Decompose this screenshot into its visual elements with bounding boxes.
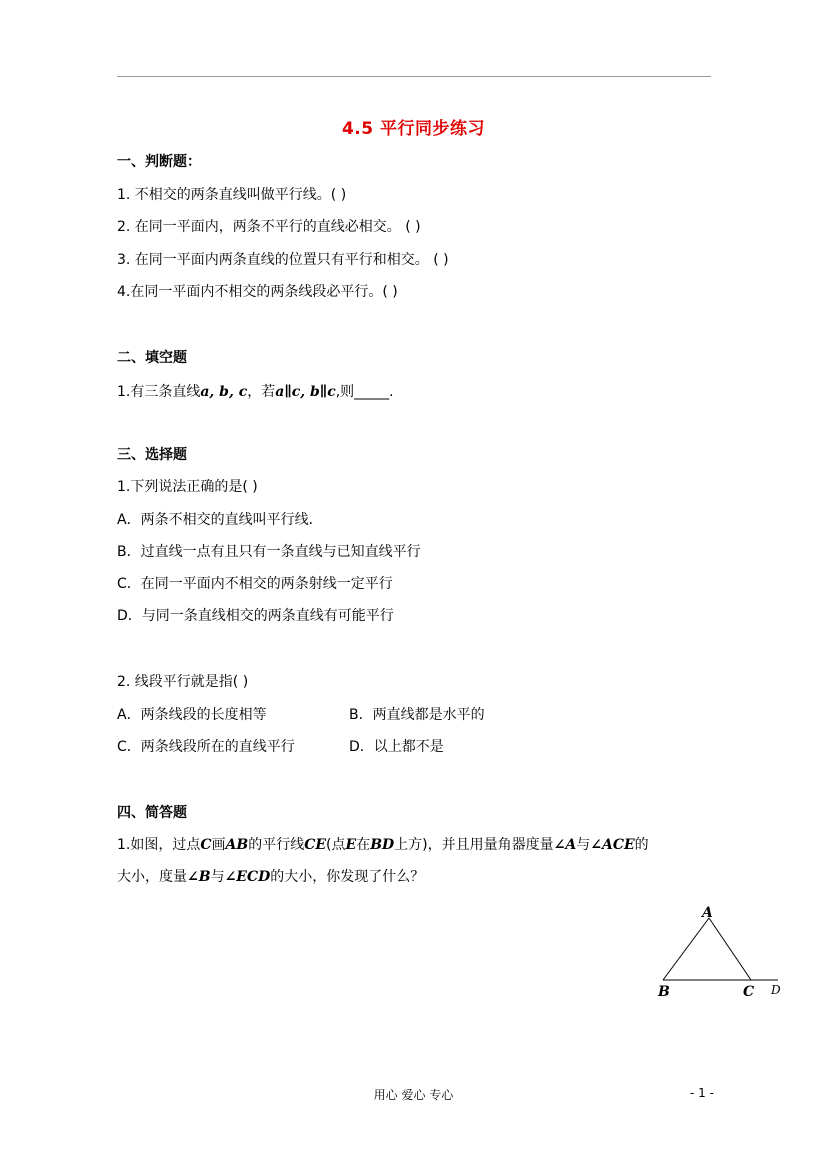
q1-text-2: 画 bbox=[211, 837, 226, 853]
line-ab bbox=[663, 918, 709, 980]
fill-question-1 bbox=[117, 381, 394, 401]
judgement-item-3: 3. 在同一平面内两条直线的位置只有平行和相交。 ( ) bbox=[117, 252, 449, 268]
header-rule bbox=[117, 76, 711, 77]
page-title: 4.5 平行同步练习 bbox=[341, 119, 486, 139]
q1-var-e: E bbox=[345, 837, 357, 853]
choice-q1-option-c: C．在同一平面内不相交的两条射线一定平行 bbox=[117, 576, 393, 592]
choice-q2-option-a: A．两条线段的长度相等 bbox=[117, 707, 267, 723]
choice-q2-option-d: D．以上都不是 bbox=[349, 739, 444, 755]
label-a: A bbox=[702, 905, 713, 921]
q1-angle-ace: ∠ACE bbox=[590, 837, 635, 853]
fill-q1-vars: a, b, c bbox=[200, 384, 248, 400]
choice-q2-option-b: B．两直线都是水平的 bbox=[349, 707, 485, 723]
fill-q1-mid: ，若 bbox=[247, 384, 276, 400]
choice-q1-option-d: D．与同一条直线相交的两条直线有可能平行 bbox=[117, 608, 394, 624]
line-ac bbox=[709, 918, 751, 980]
section-heading-fill: 二、填空题 bbox=[117, 350, 187, 366]
q1-var-ce: CE bbox=[304, 837, 327, 853]
q1-l2-text-1: 大小，度量 bbox=[117, 869, 187, 885]
choice-q2-stem: 2. 线段平行就是指( ) bbox=[117, 674, 249, 690]
fill-q1-suffix: ,则_____. bbox=[335, 384, 394, 400]
footer-motto: 用心 爱心 专心 bbox=[373, 1088, 454, 1102]
label-b: B bbox=[658, 984, 670, 1000]
q1-text-6: 上方)，并且用量角器度量 bbox=[394, 837, 554, 853]
q1-var-c: C bbox=[200, 837, 212, 853]
triangle-figure bbox=[650, 900, 790, 1005]
q1-text-4: (点 bbox=[326, 837, 346, 853]
judgement-item-4: 4.在同一平面内不相交的两条线段必平行。( ) bbox=[117, 284, 398, 300]
judgement-item-2: 2. 在同一平面内，两条不平行的直线必相交。 ( ) bbox=[117, 219, 421, 235]
short-answer-q1-line1 bbox=[117, 834, 649, 854]
q1-var-ab: AB bbox=[225, 837, 249, 853]
q1-text-7: 与 bbox=[576, 837, 591, 853]
q1-text-5: 在 bbox=[356, 837, 371, 853]
section-heading-judgement: 一、判断题： bbox=[117, 154, 201, 170]
q1-angle-b: ∠B bbox=[187, 869, 211, 885]
section-heading-choice: 三、选择题 bbox=[117, 447, 187, 463]
choice-q2-option-c: C．两条线段所在的直线平行 bbox=[117, 739, 295, 755]
fill-q1-prefix: 1.有三条直线 bbox=[117, 384, 201, 400]
q1-l2-text-3: 的大小，你发现了什么？ bbox=[270, 869, 425, 885]
q1-text-1: 1.如图，过点 bbox=[117, 837, 201, 853]
q1-var-bd: BD bbox=[370, 837, 395, 853]
choice-q1-stem: 1.下列说法正确的是( ) bbox=[117, 479, 258, 495]
short-answer-q1-line2 bbox=[117, 866, 424, 886]
q1-text-3: 的平行线 bbox=[248, 837, 305, 853]
section-heading-short-answer: 四、简答题 bbox=[117, 805, 187, 821]
label-d: D bbox=[771, 983, 781, 997]
q1-angle-a: ∠A bbox=[553, 837, 577, 853]
q1-angle-ecd: ∠ECD bbox=[224, 869, 271, 885]
judgement-item-1: 1. 不相交的两条直线叫做平行线。( ) bbox=[117, 187, 347, 203]
choice-q1-option-a: A．两条不相交的直线叫平行线． bbox=[117, 512, 323, 528]
choice-q1-option-b: B．过直线一点有且只有一条直线与已知直线平行 bbox=[117, 544, 421, 560]
fill-q1-condition: a∥c, b∥c bbox=[275, 384, 336, 400]
page-number: - 1 - bbox=[690, 1086, 714, 1100]
q1-l2-text-2: 与 bbox=[210, 869, 225, 885]
q1-text-8: 的 bbox=[634, 837, 649, 853]
label-c: C bbox=[743, 984, 755, 1000]
